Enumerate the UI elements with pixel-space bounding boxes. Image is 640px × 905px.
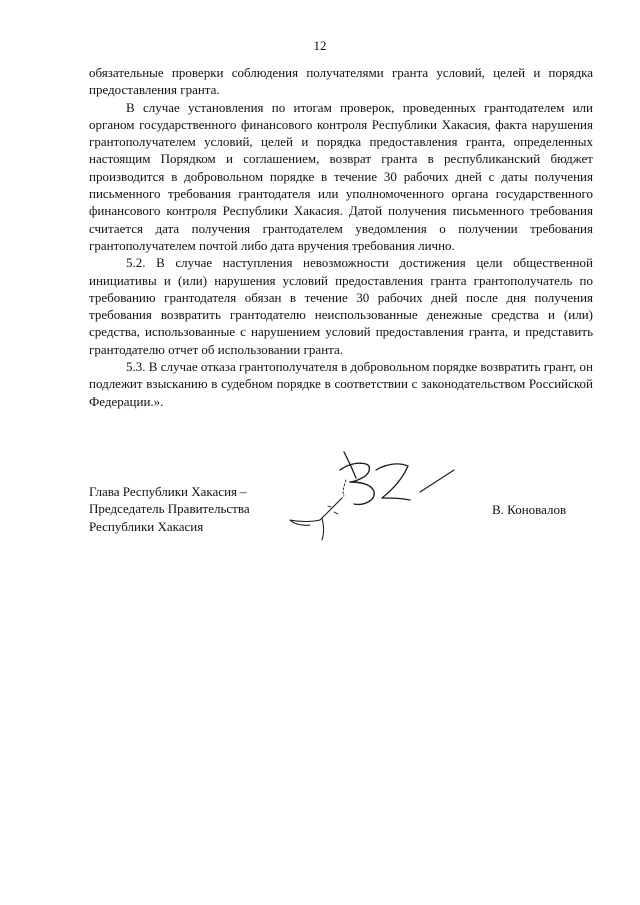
paragraph-5-2: 5.2. В случае наступления невозможности достижения цели общественной инициативы и (или) нарушения условий предоставления гранта грантополучатель по требованию грантодателя обязан в течение 30 рабочих дней после дня получения требования возвратить грантодателю неиспользованные денежные средства и (или) средства, использованные с нарушением условий предоставления гранта, и представить грантодателю отчет об использовании гранта.: [89, 255, 593, 357]
paragraph-5-3: 5.3. В случае отказа грантополучателя в добровольном порядке возвратить грант, он подлежит взысканию в судебном порядке в соответствии с законодательством Российской Федерации.».: [89, 359, 593, 409]
paragraph-continued: обязательные проверки соблюдения получателями гранта условий, целей и порядка предоставления гранта.: [89, 65, 593, 98]
signatory-title-line-1: Глава Республики Хакасия –: [89, 484, 247, 499]
paragraph-refund-after-audit: В случае установления по итогам проверок, проведенных грантодателем или органом государственного финансового контроля Республики Хакасия, факта нарушения грантополучателем условий, целей и порядка предоставления гранта, определенных настоящим Порядком и соглашением, возврат гранта в республиканский бюджет производится в добровольном порядке в течение 30 рабочих дней с даты получения письменного требования грантодателя или уполномоченного органа государственного финансового контроля Республики Хакасия. Датой получения письменного требования считается дата получения грантодателем уведомления о получении требования грантополучателем почтой либо дата вручения требования лично.: [89, 99, 593, 253]
document-body: [89, 64, 593, 410]
signatory-title-line-3: Республики Хакасия: [89, 518, 204, 534]
signatory-title-line-2: Председатель Правительства: [89, 501, 250, 517]
page-number: 12: [313, 38, 327, 53]
signer-name: В. Коновалов: [492, 502, 567, 517]
handwritten-signature: [282, 440, 462, 550]
signatory-title: [89, 483, 250, 535]
